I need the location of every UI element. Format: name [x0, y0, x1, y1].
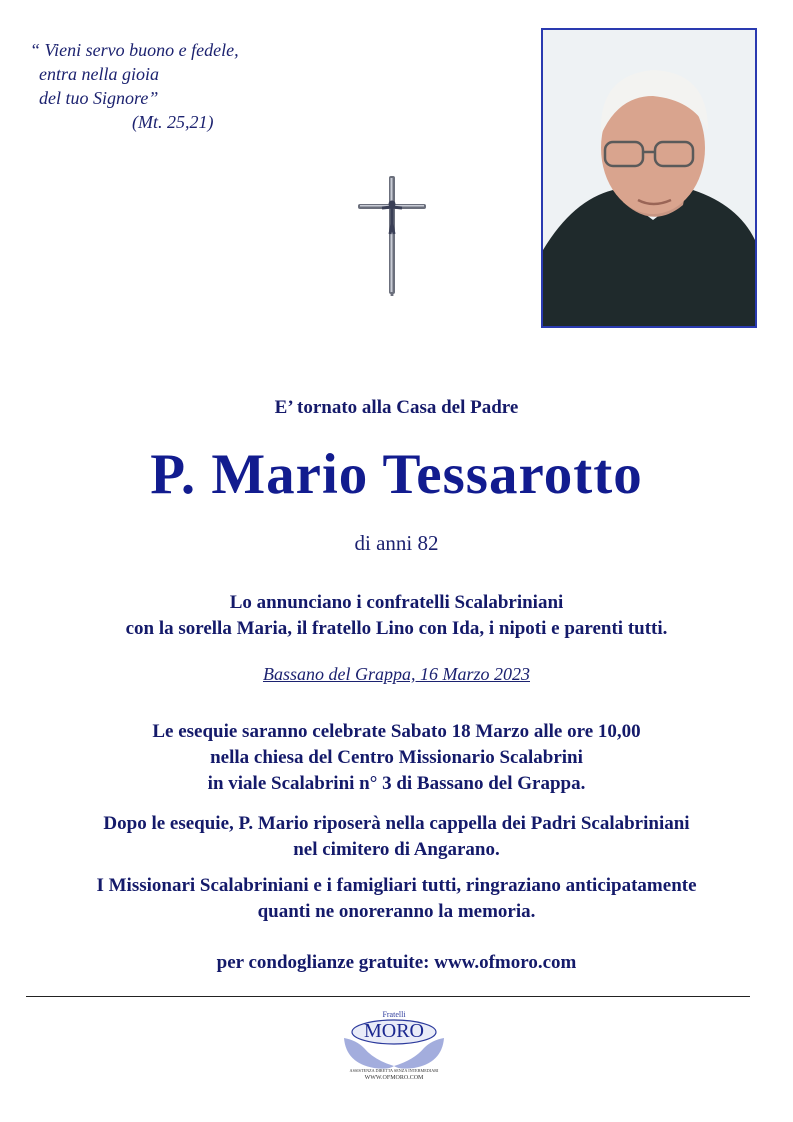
quote-line: del tuo Signore” — [30, 88, 159, 108]
burial-line: nel cimitero di Angarano. — [293, 839, 500, 860]
thanks-line: I Missionari Scalabriniani e i famigliari tutti, ringraziano anticipatamente — [96, 875, 697, 896]
funeral-home-logo — [334, 1008, 454, 1088]
funeral-line: Le esequie saranno celebrate Sabato 18 Marzo alle ore 10,00 — [152, 721, 641, 742]
place-date-text: Bassano del Grappa, 16 Marzo 2023 — [262, 664, 530, 684]
condolences-text: per condoglianze gratuite: www.ofmoro.com — [216, 952, 577, 973]
logo-main-text: MORO — [363, 1020, 424, 1042]
burial-line: Dopo le esequie, P. Mario riposerà nella cappella dei Padri Scalabriniani — [103, 813, 690, 834]
bible-quote — [30, 38, 270, 134]
quote-reference: (Mt. 25,21) — [132, 112, 214, 132]
logo-url-text: WWW.OFMORO.COM — [364, 1075, 424, 1081]
place-date — [0, 664, 793, 685]
crucifix-icon — [356, 174, 428, 296]
announcement-line: Lo annunciano i confratelli Scalabriniani — [229, 592, 564, 613]
funeral-line: nella chiesa del Centro Missionario Scalabrini — [210, 747, 583, 768]
announcement-line: con la sorella Maria, il fratello Lino con Ida, i nipoti e parenti tutti. — [125, 618, 668, 639]
burial-details — [0, 811, 793, 863]
quote-line: entra nella gioia — [30, 64, 159, 84]
portrait-photo — [541, 28, 757, 328]
quote-line: “ Vieni servo buono e fedele, — [30, 40, 239, 60]
divider — [26, 996, 750, 997]
deceased-name: P. Mario Tessarotto — [150, 443, 643, 506]
logo-sub-text: ASSISTENZA DIRETTA SENZA INTERMEDIARI — [349, 1068, 439, 1073]
announcement — [0, 590, 793, 642]
age-text: di anni 82 — [354, 531, 439, 555]
funeral-details — [0, 719, 793, 797]
logo-top-text: Fratelli — [382, 1010, 406, 1019]
intro-text: E’ tornato alla Casa del Padre — [274, 397, 519, 418]
funeral-line: in viale Scalabrini n° 3 di Bassano del Grappa. — [207, 773, 586, 794]
thanks-text — [0, 873, 793, 925]
thanks-line: quanti ne onoreranno la memoria. — [257, 901, 536, 922]
